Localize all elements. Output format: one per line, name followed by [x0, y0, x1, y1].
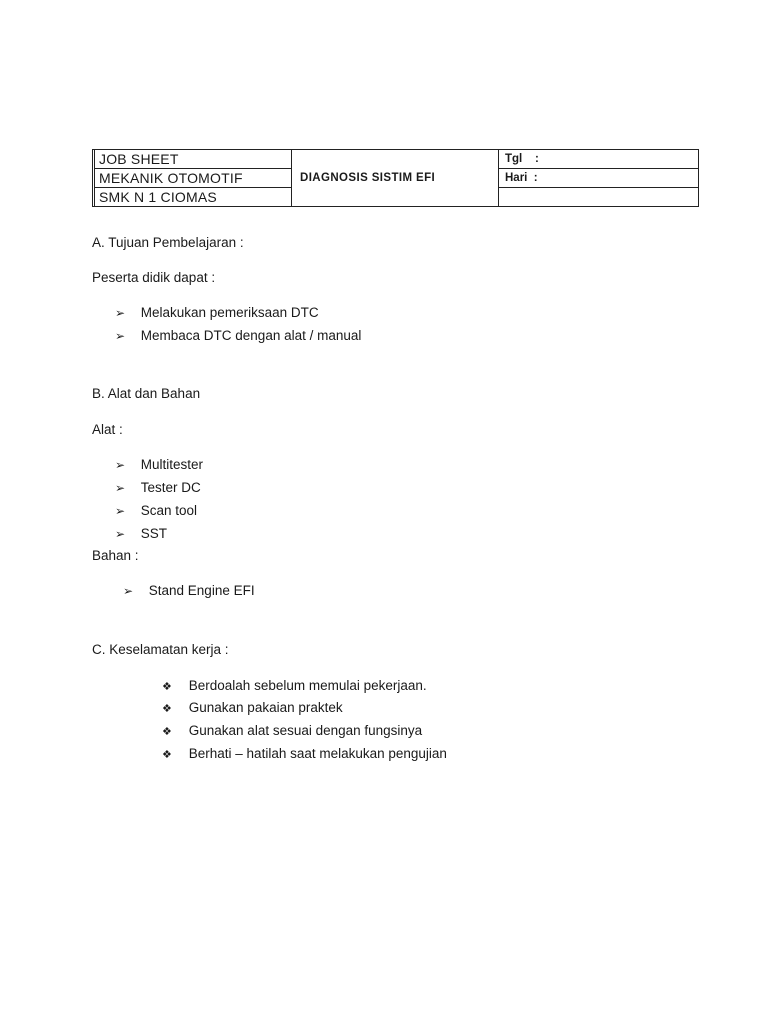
list-item — [115, 480, 201, 496]
list-item — [123, 583, 255, 599]
four-diamond-bullet-icon: ❖ — [162, 681, 172, 693]
arrowhead-bullet-icon: ➢ — [115, 458, 126, 472]
list-item — [115, 503, 197, 519]
section-a-intro: Peserta didik dapat : — [92, 270, 216, 285]
list-item-text: Gunakan alat sesuai dengan fungsinya — [188, 723, 423, 738]
list-item-text: Stand Engine EFI — [148, 583, 255, 598]
arrowhead-bullet-icon: ➢ — [115, 527, 126, 541]
header-department: MEKANIK OTOMOTIF — [94, 169, 291, 188]
section-a-heading: A. Tujuan Pembelajaran : — [92, 235, 244, 250]
arrowhead-bullet-icon: ➢ — [115, 504, 126, 518]
section-b-heading: B. Alat dan Bahan — [92, 386, 201, 401]
list-item-text: Tester DC — [140, 480, 201, 495]
header-title: DIAGNOSIS SISTIM EFI — [292, 150, 499, 207]
list-item-text: Berhati – hatilah saat melakukan pengujian — [188, 746, 447, 761]
job-sheet-header-table — [92, 149, 699, 207]
header-left-cell — [93, 150, 292, 207]
list-item-text: Multitester — [140, 457, 204, 472]
list-item-text: Berdoalah sebelum memulai pekerjaan. — [188, 678, 427, 693]
arrowhead-bullet-icon: ➢ — [115, 329, 126, 343]
arrowhead-bullet-icon: ➢ — [115, 306, 126, 320]
section-c-heading: C. Keselamatan kerja : — [92, 642, 229, 657]
list-item — [115, 457, 203, 473]
four-diamond-bullet-icon: ❖ — [162, 703, 172, 715]
bahan-label: Bahan : — [92, 548, 139, 563]
list-item — [162, 723, 422, 740]
header-right-cell — [499, 150, 699, 207]
list-item-text: Membaca DTC dengan alat / manual — [140, 328, 362, 343]
header-date-field: Tgl : — [499, 150, 698, 169]
list-item — [162, 746, 447, 763]
list-item-text: Melakukan pemeriksaan DTC — [140, 305, 319, 320]
four-diamond-bullet-icon: ❖ — [162, 749, 172, 761]
list-item — [115, 305, 319, 321]
header-day-field: Hari : — [499, 169, 698, 188]
list-item-text: SST — [140, 526, 168, 541]
list-item-text: Gunakan pakaian praktek — [188, 700, 343, 715]
header-school: SMK N 1 CIOMAS — [94, 188, 291, 206]
list-item — [162, 678, 427, 695]
list-item — [115, 328, 361, 344]
header-job-sheet: JOB SHEET — [94, 150, 291, 169]
arrowhead-bullet-icon: ➢ — [123, 584, 134, 598]
list-item-text: Scan tool — [140, 503, 198, 518]
arrowhead-bullet-icon: ➢ — [115, 481, 126, 495]
header-empty-field — [499, 188, 698, 206]
list-item — [115, 526, 167, 542]
four-diamond-bullet-icon: ❖ — [162, 726, 172, 738]
alat-label: Alat : — [92, 422, 123, 437]
list-item — [162, 700, 343, 717]
